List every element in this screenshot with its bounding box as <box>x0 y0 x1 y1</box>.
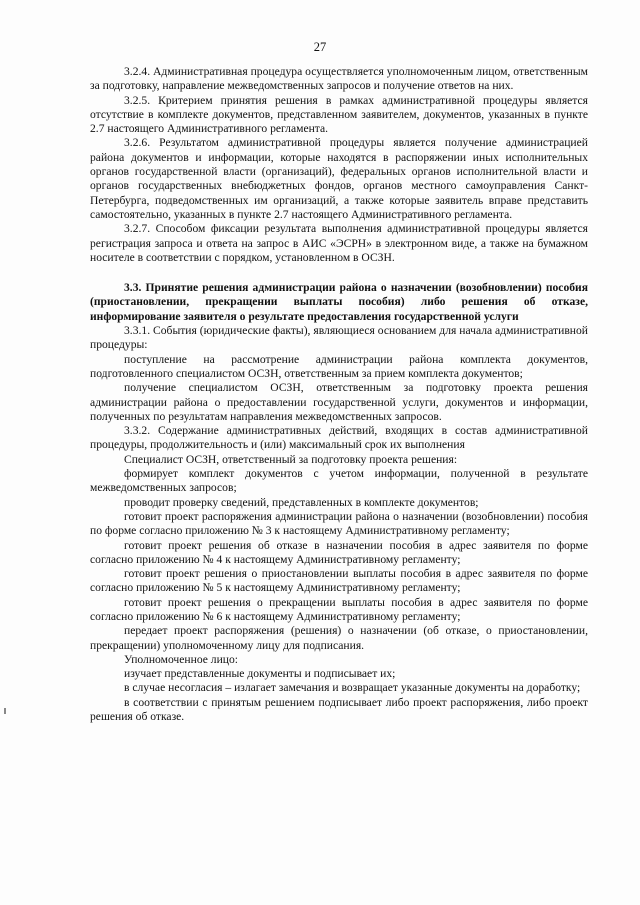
paragraph-3-2-4: 3.2.4. Административная процедура осуществляется уполномоченным лицом, ответственным за подготовку, направление межведомственных запросов и получение ответов на них. <box>90 65 588 93</box>
paragraph-3-2-7: 3.2.7. Способом фиксации результата выполнения административной процедуры является регистрация запроса и ответа на запрос в АИС «ЭСРН» в электронном виде, а также на бумажном носителе в соответствии с порядком, установленном в ОСЗН. <box>90 222 588 264</box>
document-body <box>90 65 588 724</box>
page-number: 27 <box>313 40 327 54</box>
paragraph-prepare-terminate: готовит проект решения о прекращении выплаты пособия в адрес заявителя по форме согласно приложению № 6 к настоящему Административному регламенту; <box>90 595 588 623</box>
paragraph-prepare-refusal: готовит проект решения об отказе в назначении пособия в адрес заявителя по форме согласно приложению № 4 к настоящему Административному регламенту; <box>90 538 588 566</box>
paragraph-check: проводит проверку сведений, представленных в комплекте документов; <box>124 495 479 509</box>
paragraph-receipt: поступление на рассмотрение администрации района комплекта документов, подготовленного специалистом ОСЗН, ответственным за прием комплекта документов; <box>90 352 588 380</box>
paragraph-signs: в соответствии с принятым решением подписывает либо проект распоряжения, либо проект решения об отказе. <box>90 695 588 724</box>
paragraph-3-3-2: 3.3.2. Содержание административных действий, входящих в состав административной процедуры, продолжительность и (или) максимальный срок их выполнения <box>90 424 588 452</box>
scan-margin-mark <box>4 708 6 714</box>
paragraph-3-3-1: 3.3.1. События (юридические факты), являющиеся основанием для начала административной процедуры: <box>90 324 588 352</box>
paragraph-authorized: Уполномоченное лицо: <box>124 652 239 666</box>
paragraph-disagree: в случае несогласия – излагает замечания и возвращает указанные документы на доработку; <box>124 681 581 695</box>
paragraph-forms: формирует комплект документов с учетом информации, полученной в результате межведомственных запросов; <box>90 467 588 495</box>
paragraph-transfer: передает проект распоряжения (решения) о назначении (об отказе, о приостановлении, прекращении) уполномоченному лицу для подписания. <box>90 624 588 652</box>
paragraph-obtain: получение специалистом ОСЗН, ответственным за подготовку проекта решения администрации района о предоставлении государственной услуги, документов и информации, полученных по результатам направления межведомственных запросов. <box>90 381 588 423</box>
paragraph-3-2-6: 3.2.6. Результатом административной процедуры является получение администрацией района документов и информации, которые находятся в распоряжении иных исполнительных органов государственной власти (организаций), федеральных органов исполнительной власти и органов государственных внебюджетных фондов, органов местного самоуправления Санкт-Петербурга, подведомственных им организаций, а также которые заявитель вправе представить самостоятельно, указанных в пункте 2.7 настоящего Административного регламента. <box>90 136 588 221</box>
paragraph-studies: изучает представленные документы и подписывает их; <box>124 667 396 681</box>
paragraph-prepare-order: готовит проект распоряжения администрации района о назначении (возобновлении) пособия по форме согласно приложению № 3 к настоящему Административному регламенту; <box>90 509 588 538</box>
section-heading-3-3: 3.3. Принятие решения администрации района о назначении (возобновлении) пособия (приостановлении, прекращении выплаты пособия) либо решения об отказе, информирование заявителя о результате предоставления государственной услуги <box>90 281 588 323</box>
paragraph-prepare-suspend: готовит проект решения о приостановлении выплаты пособия в адрес заявителя по форме согласно приложению № 5 к настоящему Административному регламенту; <box>90 567 588 595</box>
paragraph-3-2-5: 3.2.5. Критерием принятия решения в рамках административной процедуры является отсутствие в комплекте документов, представленном заявителем, документов, указанных в пункте 2.7 настоящего Административного регламента. <box>90 93 588 136</box>
paragraph-specialist: Специалист ОСЗН, ответственный за подготовку проекта решения: <box>124 452 458 466</box>
